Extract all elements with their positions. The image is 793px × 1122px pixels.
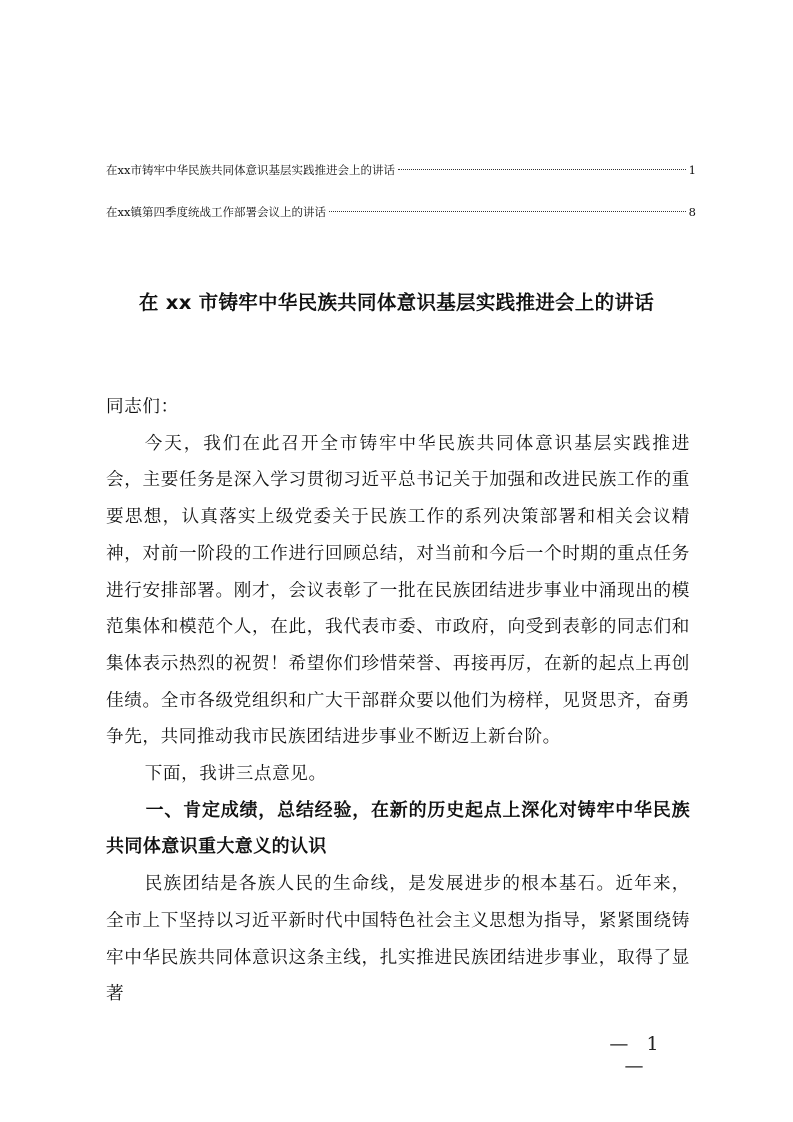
toc-leader-dots (398, 169, 686, 170)
toc-leader-dots (329, 211, 686, 212)
body-paragraph: 下面，我讲三点意见。 (144, 764, 327, 785)
document-title: 在 xx 市铸牢中华民族共同体意识基层实践推进会上的讲话 (138, 291, 655, 314)
toc-entry-page: 8 (688, 205, 696, 219)
table-of-contents (106, 160, 696, 222)
toc-entry-title: 在xx市铸牢中华民族共同体意识基层实践推进会上的讲话 (106, 163, 395, 177)
toc-entry[interactable] (106, 160, 696, 180)
document-body (106, 389, 690, 1013)
toc-entry[interactable] (106, 202, 696, 222)
toc-entry-page: 1 (688, 163, 696, 177)
body-paragraph: 今天，我们在此召开全市铸牢中华民族共同体意识基层实践推进会，主要任务是深入学习贯彻习近平总书记关于加强和改进民族工作的重要思想，认真落实上级党委关于民族工作的系列决策部署和相关会议精神，对前一阶段的工作进行回顾总结，对当前和今后一个时期的重点任务进行安排部署。刚才，会议表彰了一批在民族团结进步事业中涌现出的模范集体和模范个人，在此，我代表市委、市政府，向受到表彰的同志们和集体表示热烈的祝贺！希望你们珍惜荣誉、再接再厉，在新的起点上再创佳绩。全市各级党组织和广大干部群众要以他们为榜样，见贤思齐，奋勇争先，共同推动我市民族团结进步事业不断迈上新台阶。 (106, 433, 690, 748)
salutation: 同志们： (106, 397, 179, 417)
body-paragraph: 民族团结是各族人民的生命线，是发展进步的根本基石。近年来，全市上下坚持以习近平新时代中国特色社会主义思想为指导，紧紧围绕铸牢中华民族共同体意识这条主线，扎实推进民族团结进步事业，取得了显著 (106, 874, 690, 1005)
toc-entry-title: 在xx镇第四季度统战工作部署会议上的讲话 (106, 205, 326, 219)
section-heading: 一、肯定成绩，总结经验，在新的历史起点上深化对铸牢中华民族共同体意识重大意义的认识 (106, 799, 690, 858)
page-number: — 1 — (609, 1033, 665, 1077)
